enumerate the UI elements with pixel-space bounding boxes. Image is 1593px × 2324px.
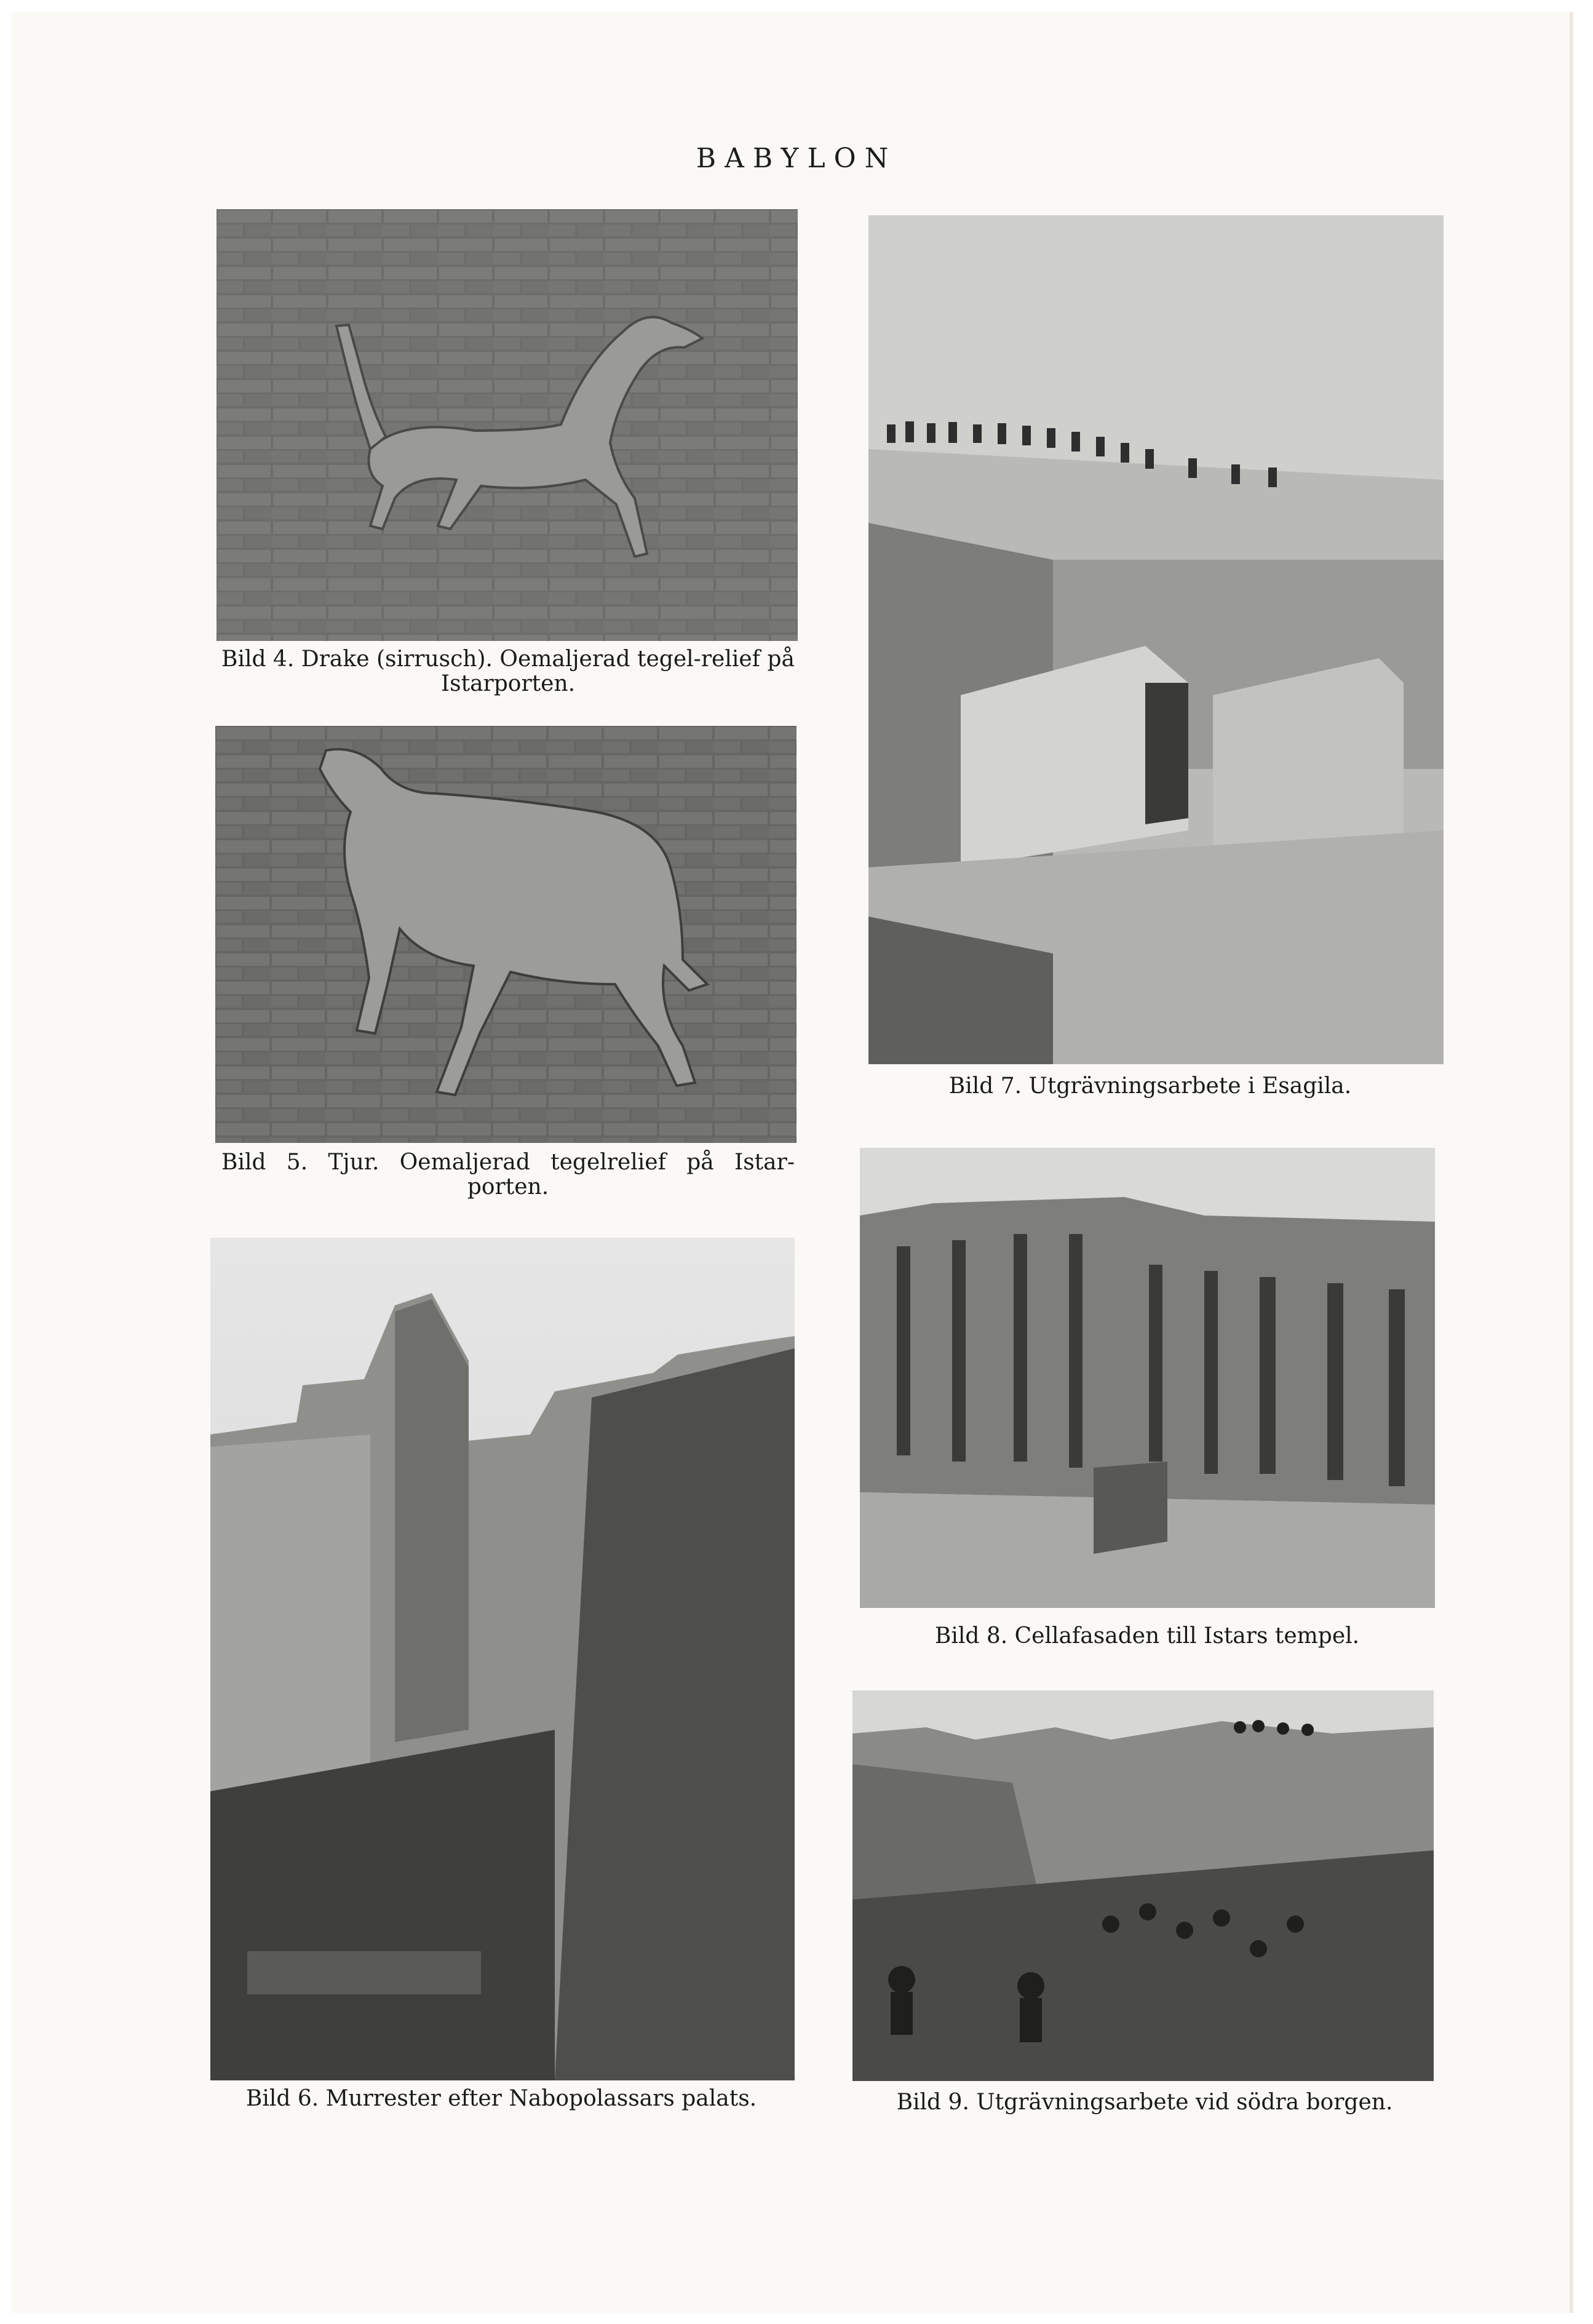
photo-bild-6-palace-ruins xyxy=(210,1238,795,2080)
caption-bild-5: Bild 5. Tjur. Oemaljerad tegelrelief på Istar-porten. xyxy=(221,1150,795,1200)
caption-bild-6: Bild 6. Murrester efter Nabopolassars palats. xyxy=(245,2086,757,2111)
caption-bild-9: Bild 9. Utgrävningsarbete vid södra borgen. xyxy=(896,2090,1393,2115)
caption-bild-8: Bild 8. Cellafasaden till Istars tempel. xyxy=(934,1623,1360,1649)
photo-bild-8-temple-facade xyxy=(860,1148,1435,1608)
photo-bild-9-southern-citadel-excavation xyxy=(852,1690,1434,2081)
caption-bild-7: Bild 7. Utgrävningsarbete i Esagila. xyxy=(948,1073,1352,1099)
page-title: BABYLON xyxy=(696,143,897,174)
photo-bild-4-dragon-relief xyxy=(217,209,798,641)
photo-bild-5-bull-relief xyxy=(215,726,796,1143)
caption-bild-4: Bild 4. Drake (sirrusch). Oemaljerad tegel-relief på Istarporten. xyxy=(221,647,795,696)
photo-bild-7-esagila-excavation xyxy=(868,215,1444,1064)
